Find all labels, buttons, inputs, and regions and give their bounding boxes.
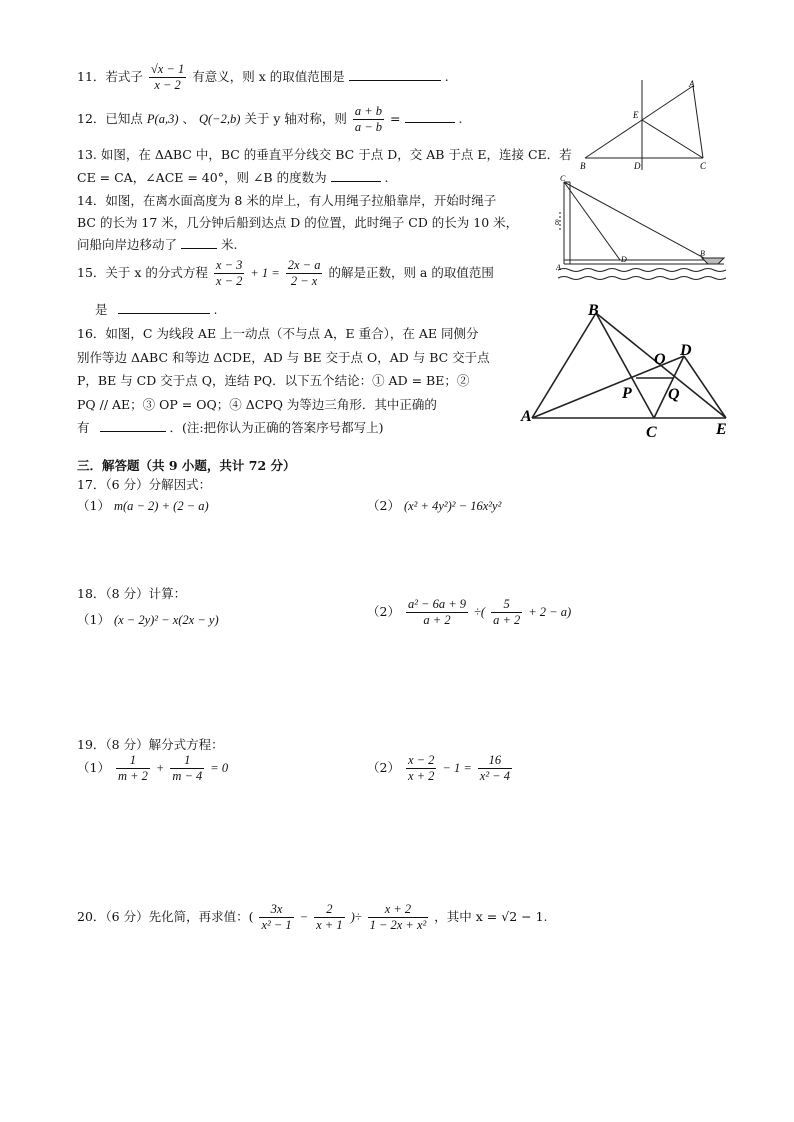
- fig14-label-c: C: [560, 174, 566, 183]
- q18-tail: + 2 − a): [528, 605, 572, 619]
- q18-operator: ÷(: [474, 605, 486, 619]
- fig16-label-e: E: [716, 421, 727, 438]
- q20-fraction-3: [368, 902, 429, 933]
- q19-title: 19．（8 分）解分式方程：: [77, 737, 224, 752]
- q20-numerator-3: x + 2: [368, 902, 429, 918]
- q18-part-2-label: （2）: [367, 604, 400, 619]
- q18-numerator-1: a² − 6a + 9: [407, 597, 467, 611]
- fig16-label-q: Q: [668, 386, 680, 403]
- q12-middle: 关于 y 轴对称，则: [244, 111, 347, 126]
- q19-fraction-d: [478, 753, 512, 784]
- q19-fraction-a: [116, 753, 150, 784]
- q20-fraction-2: [314, 902, 344, 933]
- q19-numerator-b: 1: [170, 753, 204, 769]
- q12-point-p: P(a,3): [146, 112, 179, 126]
- q12-separator: 、: [182, 111, 195, 126]
- q20-denominator-3: 1 − 2x + x²: [369, 918, 427, 932]
- q18-title: 18．（8 分）计算：: [77, 586, 187, 601]
- q12-point-q: Q(−2,b): [198, 112, 241, 126]
- q20-numerator-1: 3x: [259, 902, 293, 918]
- fig13-label-d: D: [634, 161, 641, 171]
- q11-prefix: 11．若式子: [77, 69, 143, 84]
- figure-13-triangle: [575, 78, 725, 174]
- fig16-label-c: C: [646, 424, 657, 440]
- q13-answer-blank[interactable]: [331, 169, 381, 182]
- q13-line-2: CE = CA，∠ACE = 40°，则 ∠B 的度数为: [77, 170, 327, 185]
- q11-denominator: x − 2: [154, 78, 181, 92]
- question-12: [77, 104, 462, 135]
- q19-part-1-tail: = 0: [210, 761, 229, 775]
- question-11: [77, 62, 449, 93]
- q19-part-1-label: （1）: [77, 760, 110, 775]
- q17-part-2-label: （2）: [367, 498, 400, 513]
- q19-fraction-c: [406, 753, 436, 784]
- q20-denominator-1: x² − 1: [261, 918, 292, 932]
- q19-denominator-b: m − 4: [172, 769, 203, 783]
- q15-numerator-2: 2x − a: [287, 258, 321, 272]
- q14-answer-blank[interactable]: [181, 236, 217, 249]
- q18-part-2: [367, 597, 571, 628]
- fig13-label-a: A: [689, 79, 695, 89]
- q16-line-5: 有: [77, 420, 90, 435]
- fig14-label-d: D: [621, 255, 627, 264]
- q17-part-2: [367, 496, 501, 514]
- q19-plus: +: [155, 761, 165, 775]
- q13-line-1: 13. 如图，在 ΔABC 中，BC 的垂直平分线交 BC 于点 D，交 AB 于点 E，连接 CE．若: [77, 147, 572, 162]
- question-20: [77, 902, 548, 933]
- fig16-label-o: O: [654, 351, 666, 368]
- q16-answer-blank[interactable]: [100, 419, 166, 432]
- q18-fraction-1: [406, 597, 468, 628]
- q19-part-2-label: （2）: [367, 760, 400, 775]
- q19-numerator-d: 16: [478, 753, 512, 769]
- q19-denominator-a: m + 2: [117, 769, 148, 783]
- fig16-label-p: P: [622, 385, 632, 402]
- q15-middle: + 1 =: [250, 266, 280, 280]
- fig16-label-d: D: [680, 342, 692, 359]
- fig14-label-height: 8: [555, 218, 559, 227]
- q15-end: .: [213, 302, 218, 317]
- figure-16-equilateral: [518, 298, 734, 440]
- fig16-label-b: B: [588, 302, 599, 319]
- q11-end: .: [444, 69, 449, 84]
- fig14-label-a: A: [556, 263, 561, 272]
- q12-end: .: [458, 111, 463, 126]
- q14-line-2: BC 的长为 17 米，几分钟后船到达点 D 的位置，此时绳子 CD 的长为 10 米，: [77, 215, 519, 230]
- q15-fraction-2: [286, 258, 323, 289]
- q18-numerator-2: 5: [491, 597, 522, 613]
- fig16-label-a: A: [521, 408, 532, 425]
- q19-minus: − 1 =: [442, 761, 472, 775]
- q18-denominator-1: a + 2: [423, 613, 451, 627]
- q19-numerator-c: x − 2: [407, 753, 435, 767]
- q16-line-2: 别作等边 ΔABC 和等边 ΔCDE，AD 与 BE 交于点 O，AD 与 BC 交于点: [77, 349, 490, 365]
- q16-line-3: P，BE 与 CD 交于点 Q，连结 PQ．以下五个结论：① AD = BE；②: [77, 373, 470, 388]
- q11-fraction: [149, 62, 186, 93]
- q17-title: 17．（6 分）分解因式：: [77, 477, 212, 492]
- q12-denominator: a − b: [354, 120, 383, 134]
- q15-fraction-1: [214, 258, 244, 289]
- question-15: [77, 258, 494, 289]
- q18-denominator-2: a + 2: [493, 613, 521, 627]
- q18-part-1-label: （1）: [77, 612, 110, 627]
- q19-part-1: [77, 753, 228, 784]
- q20-fraction-1: [259, 902, 293, 933]
- fig13-label-e: E: [633, 110, 639, 120]
- q19-fraction-b: [170, 753, 204, 784]
- q18-part-1: [77, 610, 219, 628]
- q14-line-3: 问船向岸边移动了: [77, 237, 178, 252]
- fig13-label-c: C: [700, 161, 707, 171]
- q15-answer-blank[interactable]: [118, 301, 210, 314]
- q17-part-1: [77, 496, 209, 514]
- q14-line-1: 14．如图，在离水面高度为 8 米的岸上，有人用绳子拉船靠岸，开始时绳子: [77, 193, 497, 208]
- question-14: [77, 190, 518, 256]
- fig13-label-b: B: [580, 161, 586, 171]
- q19-denominator-d: x² − 4: [479, 769, 510, 783]
- q12-equals: =: [390, 111, 401, 126]
- q20-divide: )÷: [350, 910, 362, 924]
- q13-end: .: [384, 170, 389, 185]
- q12-answer-blank[interactable]: [405, 110, 455, 123]
- q12-prefix: 12．已知点: [77, 111, 143, 126]
- q16-note: ．(注:把你认为正确的答案序号都写上): [169, 420, 384, 435]
- q15-denominator-1: x − 2: [215, 274, 243, 288]
- q17-part-1-label: （1）: [77, 498, 110, 513]
- q19-part-2: [367, 753, 514, 784]
- question-16: [77, 322, 490, 440]
- figure-14-boat: [552, 172, 732, 290]
- question-13: [77, 145, 572, 186]
- q20-minus: −: [299, 910, 309, 924]
- question-15-line-2: [95, 300, 217, 318]
- q14-unit: 米.: [220, 237, 238, 252]
- q12-fraction: [353, 104, 384, 135]
- section-3-heading: 三．解答题（共 9 小题，共计 72 分）: [77, 458, 296, 473]
- q17-part-1-expression: m(a − 2) + (2 − a): [113, 499, 209, 513]
- q15-prefix: 15．关于 x 的分式方程: [77, 265, 208, 280]
- q15-denominator-2: 2 − x: [290, 274, 318, 288]
- q16-line-4: PQ // AE；③ OP = OQ；④ ΔCPQ 为等边三角形．其中正确的: [77, 396, 437, 412]
- q20-numerator-2: 2: [314, 902, 344, 918]
- q18-part-1-expression: (x − 2y)² − x(2x − y): [113, 613, 219, 627]
- q15-line-2-label: 是: [95, 302, 108, 317]
- q18-fraction-2: [491, 597, 522, 628]
- q11-numerator: √x − 1: [150, 62, 185, 76]
- q12-numerator: a + b: [354, 104, 383, 118]
- q19-numerator-a: 1: [116, 753, 150, 769]
- q20-prefix: 20．（6 分）先化简，再求值：(: [77, 909, 254, 924]
- q15-suffix: 的解是正数，则 a 的取值范围: [328, 265, 494, 280]
- q15-numerator-1: x − 3: [215, 258, 243, 272]
- q19-denominator-c: x + 2: [407, 769, 435, 783]
- q11-suffix: 有意义，则 x 的取值范围是: [192, 69, 345, 84]
- fig14-label-b: B: [700, 249, 705, 258]
- q11-answer-blank[interactable]: [349, 68, 441, 81]
- q20-suffix: ，其中 x = √2 − 1.: [434, 909, 548, 924]
- q16-line-1: 16．如图，C 为线段 AE 上一动点（不与点 A，E 重合），在 AE 同侧分: [77, 326, 479, 341]
- q20-denominator-2: x + 1: [316, 918, 343, 932]
- q17-part-2-expression: (x² + 4y²)² − 16x²y²: [403, 499, 502, 513]
